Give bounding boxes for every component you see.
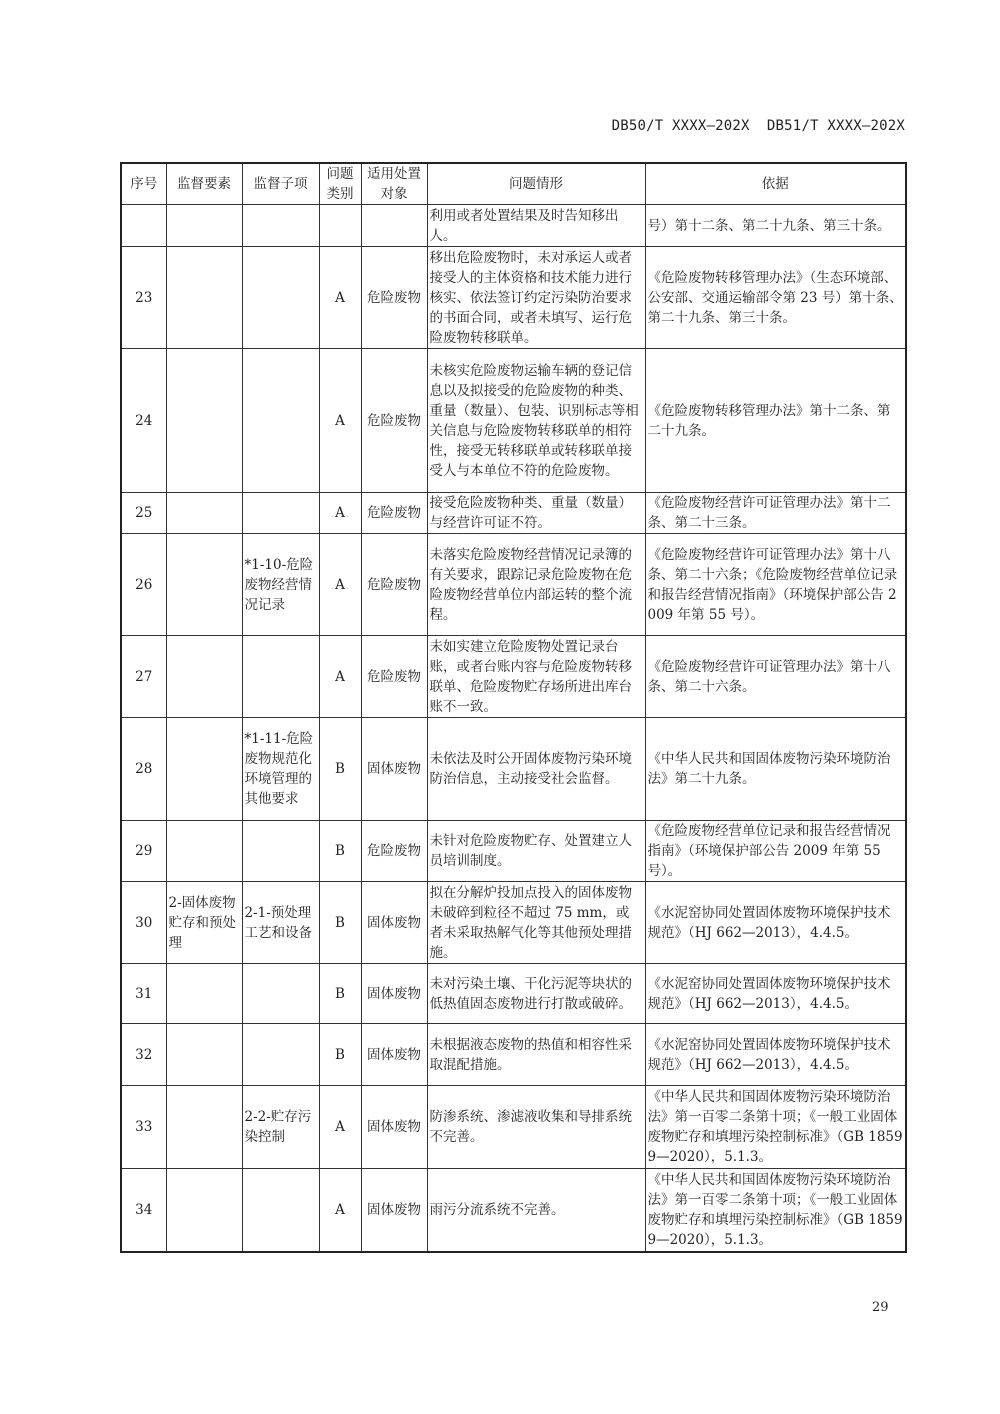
cell-issue: 利用或者处置结果及时告知移出人。 <box>427 205 645 247</box>
col-header-target: 适用处置对象 <box>361 163 427 205</box>
col-header-element: 监督要素 <box>166 163 242 205</box>
cell-target: 危险废物 <box>361 493 427 534</box>
col-header-issue: 问题情形 <box>427 163 645 205</box>
cell-issue: 雨污分流系统不完善。 <box>427 1169 645 1252</box>
cell-issue: 未对污染土壤、干化污泥等块状的低热值固态废物进行打散或破碎。 <box>427 964 645 1024</box>
cell-target: 危险废物 <box>361 349 427 493</box>
cell-category: B <box>319 821 361 882</box>
cell-element: 2-固体废物贮存和预处理 <box>166 882 242 964</box>
cell-category: A <box>319 1086 361 1169</box>
cell-category: B <box>319 718 361 821</box>
table-row <box>121 247 906 349</box>
cell-target: 固体废物 <box>361 1024 427 1086</box>
col-header-basis: 依据 <box>645 163 906 205</box>
cell-subitem: *1-11-危险废物规范化环境管理的其他要求 <box>242 718 319 821</box>
table-header-row <box>121 163 906 205</box>
cell-basis: 《水泥窑协同处置固体废物环境保护技术规范》（HJ 662—2013），4.4.5。 <box>645 964 906 1024</box>
cell-no: 32 <box>121 1024 166 1086</box>
cell-subitem <box>242 1024 319 1086</box>
table-row <box>121 534 906 636</box>
cell-target <box>361 205 427 247</box>
page-number: 29 <box>872 1300 889 1315</box>
cell-basis: 《危险废物经营许可证管理办法》第十二条、第二十三条。 <box>645 493 906 534</box>
cell-element <box>166 534 242 636</box>
cell-element <box>166 349 242 493</box>
cell-target: 固体废物 <box>361 1169 427 1252</box>
table-row <box>121 821 906 882</box>
cell-element <box>166 1169 242 1252</box>
cell-basis: 《危险废物转移管理办法》（生态环境部、公安部、交通运输部令第 23 号）第十条、第二十九条、第三十条。 <box>645 247 906 349</box>
cell-no: 25 <box>121 493 166 534</box>
table-row <box>121 349 906 493</box>
cell-target: 危险废物 <box>361 821 427 882</box>
cell-subitem <box>242 205 319 247</box>
cell-issue: 拟在分解炉投加点投入的固体废物未破碎到粒径不超过 75 mm，或者未采取热解气化等其他预处理措施。 <box>427 882 645 964</box>
cell-issue: 未如实建立危险废物处置记录台账，或者台账内容与危险废物转移联单、危险废物贮存场所进出库台账不一致。 <box>427 636 645 718</box>
cell-basis: 《中华人民共和国固体废物污染环境防治法》第一百零二条第十项；《一般工业固体废物贮存和填埋污染控制标准》（GB 18599—2020），5.1.3。 <box>645 1086 906 1169</box>
cell-subitem: *1-10-危险废物经营情况记录 <box>242 534 319 636</box>
cell-subitem <box>242 821 319 882</box>
table-row <box>121 636 906 718</box>
table-row <box>121 1086 906 1169</box>
table-row <box>121 1024 906 1086</box>
cell-element <box>166 821 242 882</box>
col-header-category: 问题类别 <box>319 163 361 205</box>
cell-basis: 《中华人民共和国固体废物污染环境防治法》第二十九条。 <box>645 718 906 821</box>
cell-element <box>166 493 242 534</box>
cell-issue: 未依法及时公开固体废物污染环境防治信息，主动接受社会监督。 <box>427 718 645 821</box>
cell-issue: 防渗系统、渗滤液收集和导排系统不完善。 <box>427 1086 645 1169</box>
cell-basis: 《水泥窑协同处置固体废物环境保护技术规范》（HJ 662—2013），4.4.5。 <box>645 882 906 964</box>
cell-issue: 接受危险废物种类、重量（数量）与经营许可证不符。 <box>427 493 645 534</box>
cell-no: 33 <box>121 1086 166 1169</box>
cell-category: B <box>319 882 361 964</box>
cell-basis: 《危险废物转移管理办法》第十二条、第二十九条。 <box>645 349 906 493</box>
cell-category: A <box>319 349 361 493</box>
cell-element <box>166 205 242 247</box>
cell-subitem: 2-1-预处理工艺和设备 <box>242 882 319 964</box>
cell-element <box>166 247 242 349</box>
cell-element <box>166 964 242 1024</box>
cell-no: 26 <box>121 534 166 636</box>
cell-basis: 号）第十二条、第二十九条、第三十条。 <box>645 205 906 247</box>
cell-target: 危险废物 <box>361 247 427 349</box>
cell-no: 34 <box>121 1169 166 1252</box>
cell-no: 28 <box>121 718 166 821</box>
document-code-header: DB50/T XXXX—202X DB51/T XXXX—202X <box>611 118 905 134</box>
cell-target: 固体废物 <box>361 964 427 1024</box>
cell-issue: 未落实危险废物经营情况记录簿的有关要求，跟踪记录危险废物在危险废物经营单位内部运转的整个流程。 <box>427 534 645 636</box>
col-header-no: 序号 <box>121 163 166 205</box>
cell-basis: 《水泥窑协同处置固体废物环境保护技术规范》（HJ 662—2013），4.4.5。 <box>645 1024 906 1086</box>
table-row <box>121 882 906 964</box>
cell-subitem <box>242 349 319 493</box>
cell-no: 30 <box>121 882 166 964</box>
cell-subitem <box>242 964 319 1024</box>
cell-subitem <box>242 636 319 718</box>
cell-category: B <box>319 1024 361 1086</box>
cell-category: A <box>319 1169 361 1252</box>
cell-category: B <box>319 964 361 1024</box>
cell-no <box>121 205 166 247</box>
cell-issue: 未针对危险废物贮存、处置建立人员培训制度。 <box>427 821 645 882</box>
cell-no: 23 <box>121 247 166 349</box>
supervision-table <box>120 162 907 1253</box>
cell-basis: 《危险废物经营单位记录和报告经营情况指南》（环境保护部公告 2009 年第 55 号）。 <box>645 821 906 882</box>
cell-basis: 《危险废物经营许可证管理办法》第十八条、第二十六条；《危险废物经营单位记录和报告经营情况指南》（环境保护部公告 2009 年第 55 号）。 <box>645 534 906 636</box>
cell-no: 31 <box>121 964 166 1024</box>
cell-element <box>166 1024 242 1086</box>
cell-basis: 《危险废物经营许可证管理办法》第十八条、第二十六条。 <box>645 636 906 718</box>
table-row <box>121 718 906 821</box>
cell-subitem <box>242 1169 319 1252</box>
table-row <box>121 205 906 247</box>
cell-subitem: 2-2-贮存污染控制 <box>242 1086 319 1169</box>
col-header-subitem: 监督子项 <box>242 163 319 205</box>
cell-target: 固体废物 <box>361 882 427 964</box>
cell-category: A <box>319 534 361 636</box>
cell-target: 危险废物 <box>361 636 427 718</box>
cell-issue: 未根据液态废物的热值和相容性采取混配措施。 <box>427 1024 645 1086</box>
cell-target: 危险废物 <box>361 534 427 636</box>
cell-no: 29 <box>121 821 166 882</box>
cell-issue: 未核实危险废物运输车辆的登记信息以及拟接受的危险废物的种类、重量（数量）、包装、识别标志等相关信息与危险废物转移联单的相符性，接受无转移联单或转移联单接受人与本单位不符的危险废物。 <box>427 349 645 493</box>
cell-basis: 《中华人民共和国固体废物污染环境防治法》第一百零二条第十项；《一般工业固体废物贮存和填埋污染控制标准》（GB 18599—2020），5.1.3。 <box>645 1169 906 1252</box>
cell-category: A <box>319 247 361 349</box>
table-row <box>121 493 906 534</box>
table-row <box>121 1169 906 1252</box>
cell-target: 固体废物 <box>361 1086 427 1169</box>
cell-target: 固体废物 <box>361 718 427 821</box>
cell-subitem <box>242 247 319 349</box>
cell-subitem <box>242 493 319 534</box>
cell-element <box>166 1086 242 1169</box>
cell-category <box>319 205 361 247</box>
cell-category: A <box>319 493 361 534</box>
cell-issue: 移出危险废物时，未对承运人或者接受人的主体资格和技术能力进行核实、依法签订约定污染防治要求的书面合同，或者未填写、运行危险废物转移联单。 <box>427 247 645 349</box>
cell-element <box>166 636 242 718</box>
cell-category: A <box>319 636 361 718</box>
cell-no: 27 <box>121 636 166 718</box>
table-row <box>121 964 906 1024</box>
cell-no: 24 <box>121 349 166 493</box>
cell-element <box>166 718 242 821</box>
